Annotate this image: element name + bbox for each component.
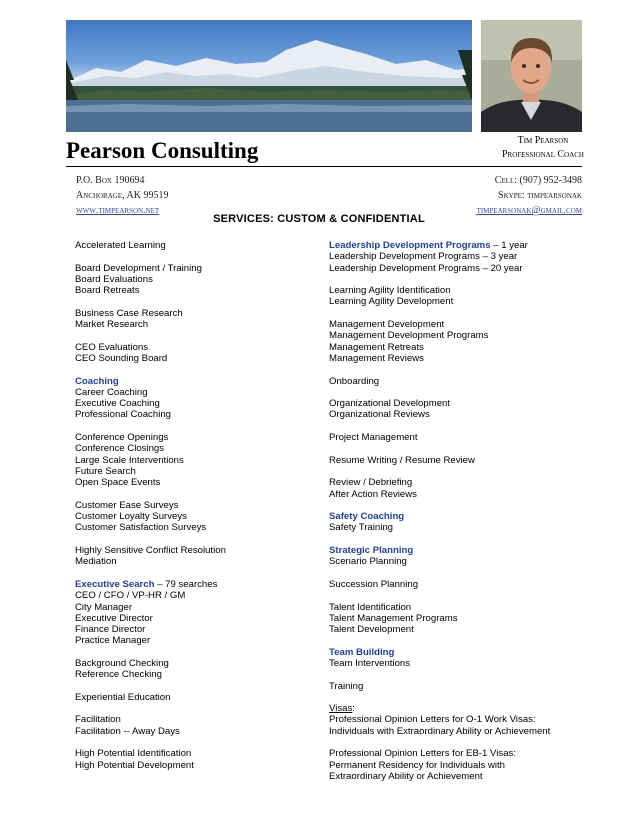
spacer [329, 568, 599, 579]
spacer [329, 737, 599, 748]
service-item: Board Evaluations [75, 273, 153, 285]
service-item: Facilitation [75, 714, 121, 726]
service-item: Mediation [75, 556, 117, 568]
service-item: Board Development / Training [75, 262, 202, 274]
service-item: Experiential Education [75, 691, 171, 703]
service-item: Onboarding [329, 375, 380, 387]
website-link[interactable]: www.timpearson.net [76, 205, 160, 216]
service-item: Organizational Development [329, 398, 451, 410]
service-item: Reference Checking [75, 669, 162, 681]
person-block [502, 134, 584, 162]
spacer [75, 568, 310, 579]
service-item: Professional Opinion Letters for EB-1 Visas: [329, 748, 516, 760]
service-item: Training [329, 680, 364, 692]
service-item: Conference Openings [75, 432, 169, 444]
service-item: Management Development Programs [329, 330, 489, 342]
spacer [329, 534, 599, 545]
spacer [329, 274, 599, 285]
service-item: Organizational Reviews [329, 409, 430, 421]
header-landscape-image [66, 20, 472, 132]
service-item: Individuals with Extraordinary Ability or Achievement [329, 725, 551, 737]
service-item: CEO Evaluations [75, 341, 149, 353]
service-item: Talent Management Programs [329, 612, 458, 624]
service-item: Review / Debriefing [329, 477, 413, 489]
service-item: Background Checking [75, 657, 169, 669]
service-category-heading: Team Building [329, 646, 395, 658]
service-category-heading: Strategic Planning [329, 545, 414, 557]
service-item: Accelerated Learning [75, 240, 166, 251]
spacer [329, 364, 599, 375]
service-item: Practice Manager [75, 635, 151, 647]
leadership-duration: – 1 year [490, 240, 528, 251]
service-item: Career Coaching [75, 386, 148, 398]
spacer [75, 421, 310, 432]
service-item: Customer Ease Surveys [75, 499, 179, 511]
service-item: Professional Coaching [75, 409, 171, 421]
service-item: Succession Planning [329, 578, 419, 590]
spacer [329, 443, 599, 454]
service-item: Future Search [75, 465, 136, 477]
cell-phone: Cell: (907) 952-3498 [494, 175, 582, 186]
spacer [75, 251, 310, 262]
person-name: Tim Pearson [517, 135, 569, 146]
service-item: Team Interventions [329, 657, 411, 669]
service-item: Leadership Development Programs – 20 year [329, 262, 523, 274]
service-category-heading: Leadership Development Programs [329, 240, 491, 251]
service-item: CEO Sounding Board [75, 352, 168, 364]
services-left-column [75, 240, 310, 771]
service-category-heading: Coaching [75, 375, 119, 387]
services-heading: SERVICES: CUSTOM & CONFIDENTIAL [213, 213, 425, 225]
service-item: Scenario Planning [329, 556, 407, 568]
header-divider [66, 166, 582, 167]
service-item: Board Retreats [75, 285, 140, 297]
service-item: Safety Training [329, 522, 393, 534]
spacer [75, 489, 310, 500]
spacer [329, 635, 599, 646]
spacer [75, 703, 310, 714]
service-item: High Potential Development [75, 759, 194, 771]
spacer [329, 308, 599, 319]
service-item: Talent Development [329, 624, 414, 636]
city-state-zip: Anchorage, AK 99519 [76, 190, 169, 201]
po-box: P.O. Box 190694 [76, 175, 145, 186]
spacer [75, 681, 310, 692]
service-item: Learning Agility Identification [329, 285, 451, 297]
portrait-photo [481, 20, 582, 132]
spacer [329, 387, 599, 398]
service-item: Business Case Research [75, 307, 183, 319]
spacer [329, 500, 599, 511]
service-item: Management Reviews [329, 352, 424, 364]
service-category-heading: Safety Coaching [329, 511, 405, 523]
service-item: Facilitation -- Away Days [75, 725, 180, 737]
visas-line [329, 703, 599, 714]
service-item: City Manager [75, 601, 133, 613]
service-item: CEO / CFO / VP-HR / GM [75, 590, 186, 602]
service-item: Learning Agility Development [329, 296, 454, 308]
service-item: Project Management [329, 432, 418, 444]
leadership-line [329, 240, 599, 251]
person-title: Professional Coach [501, 149, 584, 160]
service-item: Extraordinary Ability or Achievement [329, 770, 483, 782]
spacer [75, 647, 310, 658]
service-item: Open Space Events [75, 477, 161, 489]
spacer [329, 669, 599, 680]
spacer [75, 364, 310, 375]
service-item: Leadership Development Programs – 3 year [329, 251, 518, 263]
service-item: Customer Satisfaction Surveys [75, 522, 207, 534]
service-item: Large Scale Interventions [75, 454, 184, 466]
email-link[interactable]: timpearsonak@gmail.com [476, 205, 582, 216]
skype-id: Skype: timpearsonak [498, 190, 582, 201]
service-item: Market Research [75, 319, 149, 331]
executive-search-count: – 79 searches [154, 578, 218, 590]
visas-colon: : [352, 703, 355, 715]
service-item: Management Development [329, 319, 445, 331]
spacer [329, 421, 599, 432]
service-category-heading: Executive Search [75, 578, 155, 590]
service-item: Executive Director [75, 612, 153, 624]
service-item: Permanent Residency for Individuals with [329, 759, 505, 771]
service-item: High Potential Identification [75, 748, 192, 760]
service-item: Conference Closings [75, 443, 165, 455]
service-item: Highly Sensitive Conflict Resolution [75, 545, 226, 557]
services-right-column [329, 240, 599, 782]
company-name: Pearson Consulting [66, 138, 259, 163]
spacer [329, 692, 599, 703]
service-item: Management Retreats [329, 341, 424, 353]
service-item: Customer Loyalty Surveys [75, 511, 187, 523]
service-item: Resume Writing / Resume Review [329, 454, 475, 466]
service-item: Finance Director [75, 624, 146, 636]
spacer [329, 590, 599, 601]
service-item: After Action Reviews [329, 488, 417, 500]
service-item: Talent Identification [329, 601, 412, 613]
spacer [75, 330, 310, 341]
spacer [75, 737, 310, 748]
visas-heading: Visas [329, 703, 353, 715]
spacer [75, 534, 310, 545]
service-item: Professional Opinion Letters for O-1 Work Visas: [329, 714, 536, 726]
spacer [75, 296, 310, 307]
service-item: Executive Coaching [75, 398, 160, 410]
spacer [329, 466, 599, 477]
executive-search-line [75, 579, 310, 590]
